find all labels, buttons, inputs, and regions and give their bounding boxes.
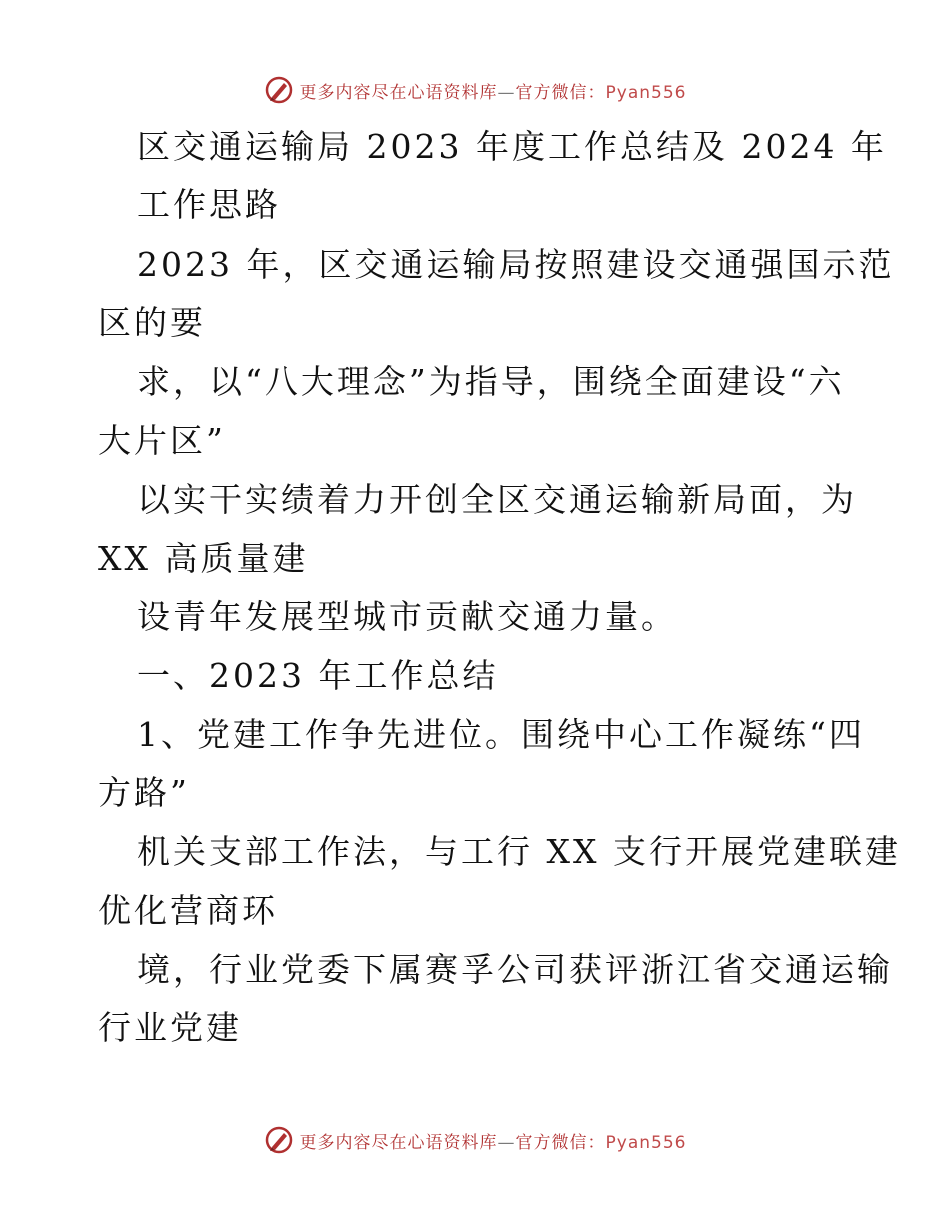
watermark-brand: 更多内容尽在心语资料库 — [299, 1132, 498, 1153]
watermark-wechat-id: Pyan556 — [605, 1132, 687, 1153]
paragraph-line: XX 高质量建 — [98, 539, 309, 578]
watermark-separator: — — [497, 82, 516, 103]
footer-watermark — [0, 1120, 950, 1160]
section-heading: 一、2023 年工作总结 — [137, 656, 499, 695]
paragraph-line: 大片区” — [98, 421, 226, 460]
watermark-label: 官方微信： — [515, 1132, 606, 1153]
pen-logo-icon — [264, 1125, 294, 1155]
paragraph-line: 2023 年，区交通运输局按照建设交通强国示范 — [137, 245, 895, 284]
paragraph-line: 机关支部工作法，与工行 XX 支行开展党建联建 — [137, 832, 901, 871]
watermark-text — [300, 1128, 687, 1153]
watermark-label: 官方微信： — [515, 82, 606, 103]
title-line-2: 工作思路 — [137, 185, 281, 224]
watermark-brand: 更多内容尽在心语资料库 — [299, 82, 498, 103]
watermark-wechat-id: Pyan556 — [605, 82, 687, 103]
paragraph-line: 设青年发展型城市贡献交通力量。 — [137, 597, 677, 636]
paragraph-line: 1、党建工作争先进位。围绕中心工作凝练“四 — [137, 715, 865, 754]
paragraph-line: 优化营商环 — [98, 891, 278, 930]
paragraph-line: 区的要 — [98, 303, 206, 342]
title-line-1: 区交通运输局 2023 年度工作总结及 2024 年 — [137, 127, 887, 166]
paragraph-line: 境，行业党委下属赛孚公司获评浙江省交通运输 — [137, 950, 893, 989]
paragraph-line: 求，以“八大理念”为指导，围绕全面建设“六 — [137, 362, 845, 401]
paragraph-line: 方路” — [98, 773, 190, 812]
paragraph-line: 以实干实绩着力开创全区交通运输新局面，为 — [137, 480, 857, 519]
watermark-separator: — — [497, 1132, 516, 1153]
paragraph-line: 行业党建 — [98, 1008, 242, 1047]
